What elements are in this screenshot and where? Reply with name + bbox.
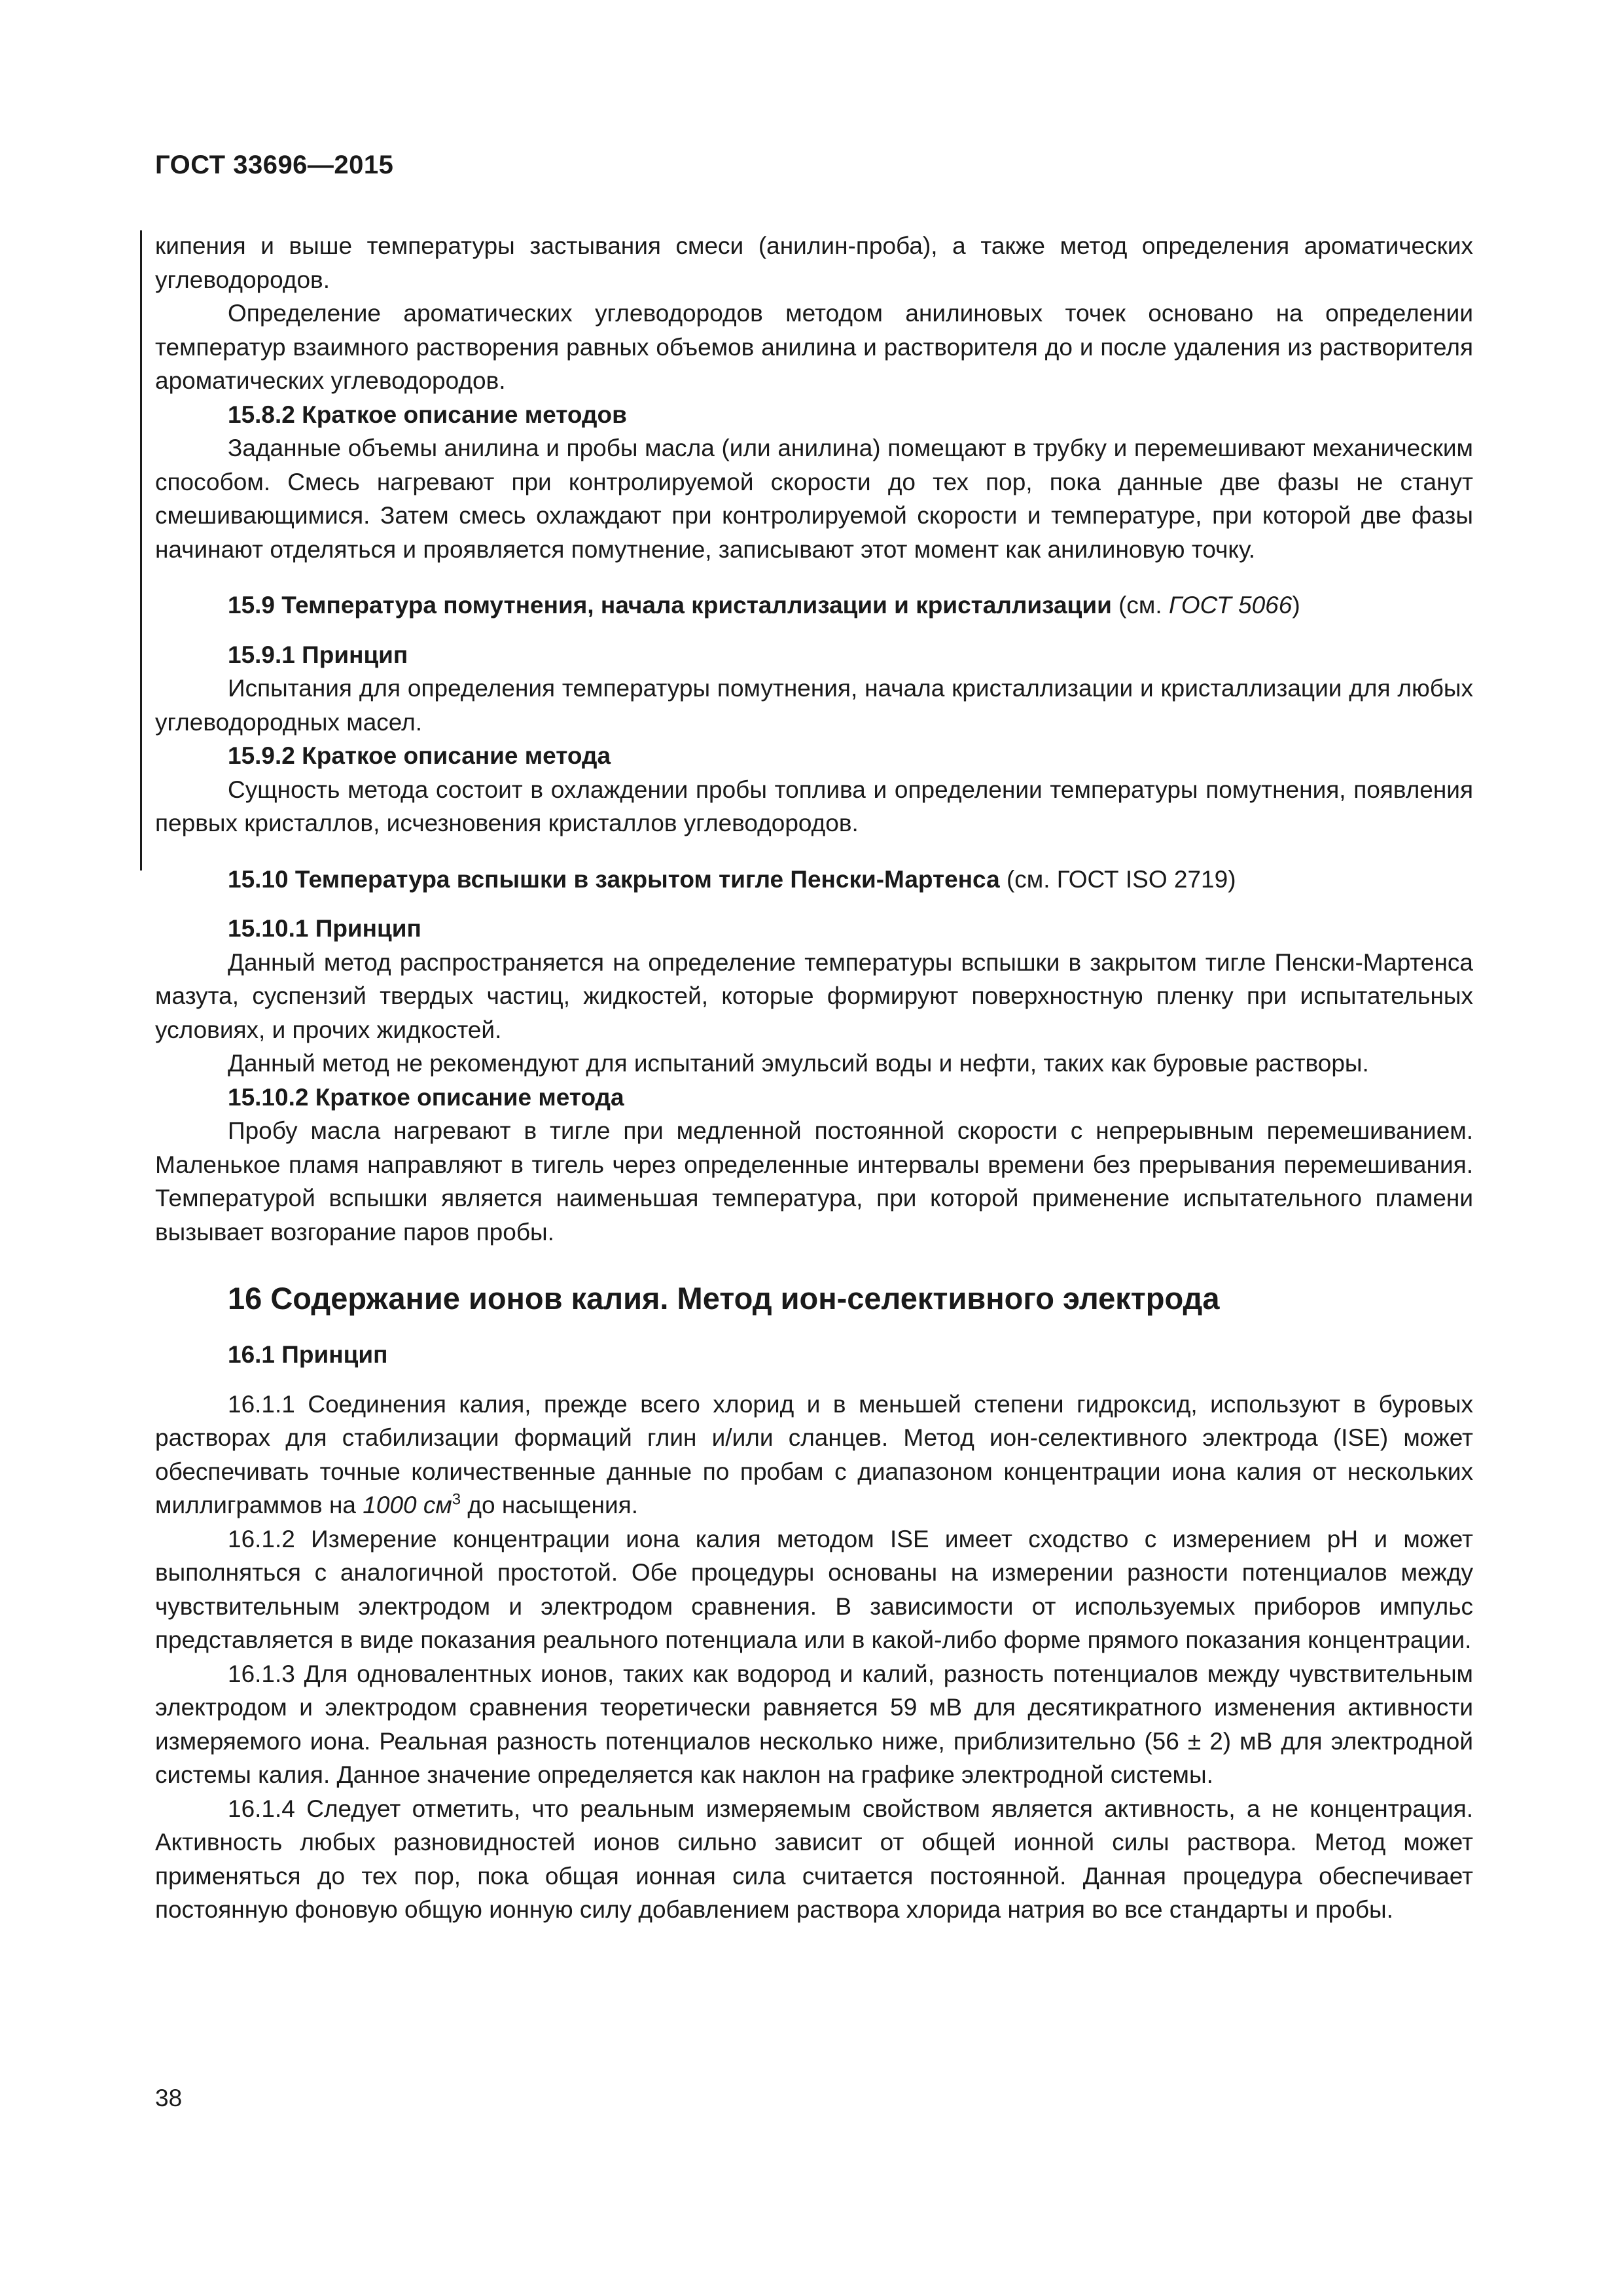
paragraph: Определение ароматических углеводородов методом анилиновых точек основано на определении температур взаимного растворения равных объемов анилина и растворителя до и после удаления из растворителя ароматических углеводородов. bbox=[155, 300, 1473, 394]
unit-exponent: 3 bbox=[452, 1490, 461, 1509]
subsection-heading-15-10-2: 15.10.2 Краткое описание метода bbox=[228, 1083, 624, 1111]
paragraph: Заданные объемы анилина и пробы масла (или анилина) помещают в трубку и перемешивают механическим способом. Смесь нагревают при контролируемой скорости до тех пор, пока данные две фазы не станут смешивающимися. Затем смесь охлаждают при контролируемой скорости и температуре, при которой две фазы начинают отделяться и проявляется помутнение, записывают этот момент как анилиновую точку. bbox=[155, 435, 1473, 563]
page-number: 38 bbox=[155, 2085, 183, 2111]
reference-standard: (см. ГОСТ ISO 2719) bbox=[999, 865, 1236, 893]
section-heading-15-9 bbox=[155, 588, 1473, 622]
paragraph: 16.1.3 Для одновалентных ионов, таких как водород и калий, разность потенциалов между чувствительным электродом и электродом сравнения теоретически равняется 59 мВ для десятикратного изменения активности измеряемого иона. Реальная разность потенциалов несколько ниже, приблизительно (56 ± 2) мВ для электродной системы калия. Данное значение определяется как наклон на графике электродной системы. bbox=[155, 1660, 1473, 1788]
paragraph: Сущность метода состоит в охлаждении пробы топлива и определении температуры помутнения, появления первых кристаллов, исчезновения кристаллов углеводородов. bbox=[155, 776, 1473, 836]
section-heading-text: 15.10 Температура вспышки в закрытом тигле Пенски-Мартенса bbox=[228, 865, 1000, 893]
paragraph: Данный метод распространяется на определение температуры вспышки в закрытом тигле Пенски-Мартенса мазута, суспензий твердых частиц, жидкостей, которые формируют поверхностную пленку при испытательных условиях, и прочих жидкостей. bbox=[155, 948, 1473, 1043]
paragraph: Пробу масла нагревают в тигле при медленной постоянной скорости с непрерывным перемешиванием. Маленькое пламя направляют в тигель через определенные интервалы времени без прерывания перемешивания. Температурой вспышки является наименьшая температура, при которой применение испытательного пламени вызывает возгорание паров пробы. bbox=[155, 1117, 1473, 1246]
paragraph: кипения и выше температуры застывания смеси (анилин-проба), а также метод определения ароматических углеводородов. bbox=[155, 232, 1473, 293]
paragraph-text: до насыщения. bbox=[461, 1492, 638, 1518]
chapter-heading-16: 16 Содержание ионов калия. Метод ион-селективного электрода bbox=[228, 1281, 1220, 1316]
paragraph: Испытания для определения температуры помутнения, начала кристаллизации и кристаллизации для любых углеводородных масел. bbox=[155, 675, 1473, 736]
subsection-heading-16-1: 16.1 Принцип bbox=[228, 1341, 388, 1368]
paragraph bbox=[155, 1388, 1473, 1522]
paragraph: 16.1.2 Измерение концентрации иона калия методом ISE имеет сходство с измерением pH и может выполняться с аналогичной простотой. Обе процедуры основаны на измерении разности потенциалов между чувствительным электродом и электродом сравнения. В зависимости от используемых приборов импульс представляется в виде показания реального потенциала или в какой-либо форме прямого показания концентрации. bbox=[155, 1525, 1473, 1653]
subsection-heading-15-9-2: 15.9.2 Краткое описание метода bbox=[228, 742, 611, 769]
reference-standard: ГОСТ 5066 bbox=[1168, 592, 1293, 619]
unit-value: 1000 см bbox=[363, 1492, 452, 1518]
page-body bbox=[155, 229, 1473, 1927]
revision-change-bar bbox=[140, 230, 142, 870]
subsection-heading-15-10-1: 15.10.1 Принцип bbox=[228, 915, 421, 942]
subsection-heading-15-8-2: 15.8.2 Краткое описание методов bbox=[228, 401, 627, 428]
reference-suffix: ) bbox=[1292, 592, 1300, 619]
paragraph-text: 16.1.1 Соединения калия, прежде всего хлорид и в меньшей степени гидроксид, используют в буровых растворах для стабилизации формаций глин и/или сланцев. Метод ион-селективного электрода (ISE) может обеспечивать точные количественные данные по пробам с диапазоном концентрации иона калия от нескольких миллиграммов на bbox=[155, 1390, 1473, 1518]
subsection-heading-15-9-1: 15.9.1 Принцип bbox=[228, 641, 408, 668]
reference-prefix: (см. bbox=[1111, 592, 1169, 619]
section-heading-text: 15.9 Температура помутнения, начала кристаллизации и кристаллизации bbox=[228, 592, 1112, 619]
document-header: ГОСТ 33696—2015 bbox=[155, 151, 394, 179]
paragraph: Данный метод не рекомендуют для испытаний эмульсий воды и нефти, таких как буровые растворы. bbox=[228, 1050, 1369, 1077]
section-heading-15-10 bbox=[155, 863, 1473, 897]
paragraph: 16.1.4 Следует отметить, что реальным измеряемым свойством является активность, а не концентрация. Активность любых разновидностей ионов сильно зависит от общей ионной силы раствора. Метод может применяться до тех пор, пока общая ионная сила считается постоянной. Данная процедура обеспечивает постоянную фоновую общую ионную силу добавлением раствора хлорида натрия во все стандарты и пробы. bbox=[155, 1795, 1473, 1923]
